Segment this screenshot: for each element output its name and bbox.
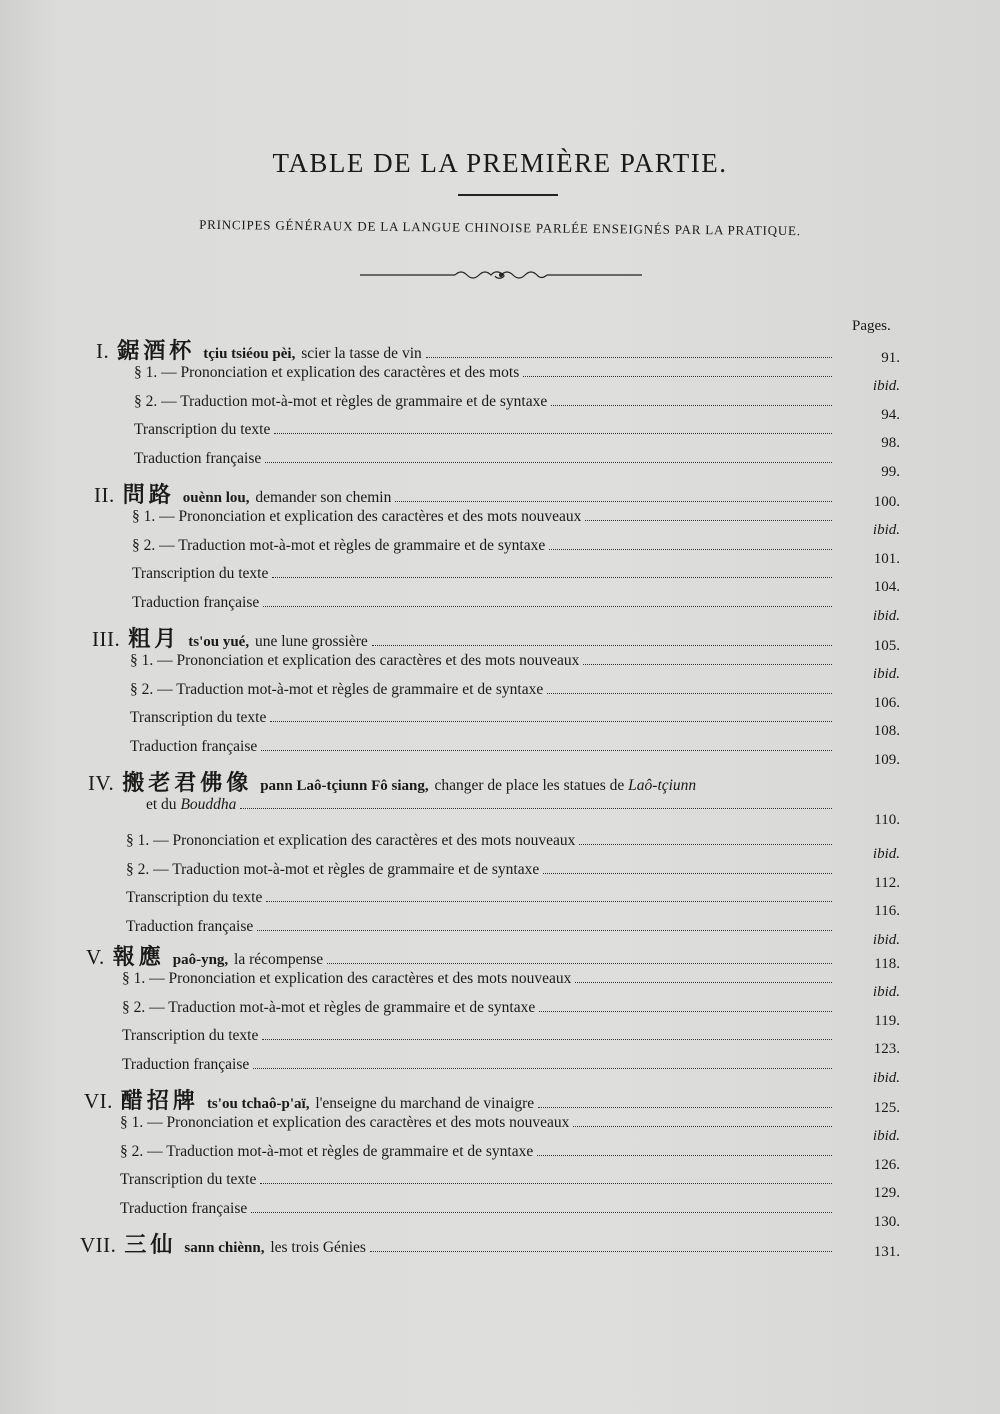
chapter-number: II. xyxy=(94,483,115,507)
toc-entry-label: Transcription du texte xyxy=(132,565,269,582)
chapter-title xyxy=(230,951,323,969)
dot-leader xyxy=(263,606,832,607)
toc-entry xyxy=(132,565,838,583)
chapter-page-number: 100. xyxy=(873,494,900,510)
chapter-title xyxy=(251,489,391,507)
dot-leader xyxy=(538,1107,832,1108)
chapter-page-number: 110. xyxy=(874,812,900,828)
chapter-page-number: 131. xyxy=(873,1244,900,1260)
toc-entry xyxy=(132,594,838,612)
toc-entry xyxy=(126,918,838,936)
chapter-title xyxy=(431,777,697,795)
toc-entry-page-number: ibid. xyxy=(872,378,900,394)
pages-column-label: Pages. xyxy=(852,318,891,334)
toc-entry-page-number: ibid. xyxy=(872,846,900,862)
chapter-heading xyxy=(84,1084,838,1115)
toc-entry xyxy=(122,1056,838,1074)
toc-entry-label: Traduction française xyxy=(120,1199,248,1217)
toc-entry xyxy=(132,537,838,555)
chapter-chinese-title: 粗月 xyxy=(128,627,181,652)
chapter-page-number: 91. xyxy=(881,350,900,366)
toc-entry-page-number: 109. xyxy=(873,751,900,768)
toc-entry-page-number: 98. xyxy=(881,435,900,451)
dot-leader xyxy=(370,1251,832,1252)
toc-entry-page-number: ibid. xyxy=(872,1128,900,1144)
chapter-title-text: scier la tasse de vin xyxy=(297,345,422,362)
page-subtitle: PRINCIPES GÉNÉRAUX DE LA LANGUE CHINOISE PARLÉE ENSEIGNÉS PAR LA PRATIQUE. xyxy=(199,216,801,239)
dot-leader xyxy=(549,549,832,550)
chapter-chinese-title: 報應 xyxy=(112,945,165,970)
chapter-title-line2-italic: Bouddha xyxy=(176,796,237,813)
chapter-romanization: tçiu tsiéou pèi, xyxy=(203,346,296,362)
toc-entry xyxy=(126,861,838,879)
chapter-title-text: changer de place les statues de xyxy=(430,777,625,794)
toc-entry xyxy=(122,999,838,1017)
toc-entry-page-number: 123. xyxy=(873,1041,900,1057)
toc-entry-label: Traduction française xyxy=(126,917,254,935)
chapter-chinese-title: 搬老君佛像 xyxy=(122,771,253,796)
toc-entry-label: § 2. — Traduction mot-à-mot et règles de grammaire et de syntaxe xyxy=(130,680,544,698)
toc-entry-page-number: ibid. xyxy=(872,1069,900,1086)
dot-leader xyxy=(327,963,832,964)
dot-leader xyxy=(257,930,832,931)
dot-leader xyxy=(426,357,832,358)
chapter-title xyxy=(297,345,421,363)
toc-entry xyxy=(122,970,838,988)
toc-entry-label: § 1. — Prononciation et explication des caractères et des mots nouveaux xyxy=(126,832,576,849)
toc-entry-label: § 2. — Traduction mot-à-mot et règles de grammaire et de syntaxe xyxy=(132,536,546,554)
dot-leader xyxy=(240,808,832,809)
dot-leader xyxy=(270,721,832,722)
toc-entry-label: Transcription du texte xyxy=(120,1171,257,1188)
toc-entry-label: § 1. — Prononciation et explication des caractères et des mots xyxy=(134,364,520,381)
dot-leader xyxy=(539,1011,832,1012)
chapter-number: IV. xyxy=(88,771,115,795)
dot-leader xyxy=(251,1212,832,1213)
dot-leader xyxy=(262,1039,832,1040)
toc-entry-page-number: 104. xyxy=(873,579,900,595)
dot-leader xyxy=(265,462,832,463)
chapter-title-line2: et du xyxy=(146,796,177,813)
chapter-heading xyxy=(88,766,838,797)
toc-entry-page-number: 116. xyxy=(874,903,900,919)
chapter-romanization: ts'ou yué, xyxy=(188,634,250,650)
chapter-romanization: pann Laô-tçiunn Fô siang, xyxy=(260,778,429,794)
chapter-page-number: 125. xyxy=(873,1100,900,1116)
chapter-number: V. xyxy=(86,945,105,969)
dot-leader xyxy=(583,664,832,665)
dot-leader xyxy=(274,433,832,434)
toc-entry xyxy=(120,1114,838,1132)
toc-entry-page-number: ibid. xyxy=(872,666,900,682)
toc-entry xyxy=(130,709,838,727)
toc-entry xyxy=(132,508,838,526)
toc-entry-page-number: ibid. xyxy=(872,984,900,1000)
chapter-heading-continued xyxy=(146,796,838,814)
toc-entry xyxy=(134,393,838,411)
chapter-title xyxy=(266,1239,365,1257)
toc-entry-label: § 1. — Prononciation et explication des caractères et des mots nouveaux xyxy=(130,652,580,669)
chapter-chinese-title: 鋸酒杯 xyxy=(117,339,196,364)
dot-leader xyxy=(523,376,832,377)
toc-entry-page-number: ibid. xyxy=(872,607,900,624)
dot-leader xyxy=(266,901,832,902)
toc-entry xyxy=(126,889,838,907)
toc-entry-label: Transcription du texte xyxy=(122,1027,259,1044)
toc-entry-page-number: 130. xyxy=(873,1213,900,1230)
toc-entry-page-number: ibid. xyxy=(872,522,900,538)
chapter-page-number: 118. xyxy=(874,956,900,972)
dot-leader xyxy=(261,750,832,751)
chapter-title-text: la récompense xyxy=(230,951,324,968)
toc-entry-label: § 1. — Prononciation et explication des caractères et des mots nouveaux xyxy=(132,508,582,525)
chapter-romanization: ouènn lou, xyxy=(182,490,250,506)
dot-leader xyxy=(272,577,832,578)
chapter-title xyxy=(311,1095,534,1113)
toc-entry-page-number: 129. xyxy=(873,1185,900,1201)
toc-entry xyxy=(130,652,838,670)
toc-entry-label: Traduction française xyxy=(134,449,262,467)
toc-entry-label: Traduction française xyxy=(130,737,258,755)
toc-entry-label: Transcription du texte xyxy=(126,889,263,906)
toc-entry-page-number: 126. xyxy=(873,1156,900,1173)
chapter-title-italic: Laô-tçiunn xyxy=(628,777,697,794)
chapter-chinese-title: 三仙 xyxy=(124,1233,177,1258)
dot-leader xyxy=(372,645,832,646)
dot-leader xyxy=(575,982,832,983)
toc-entry-page-number: 106. xyxy=(873,694,900,711)
toc-entry-label: § 2. — Traduction mot-à-mot et règles de grammaire et de syntaxe xyxy=(120,1142,534,1160)
dot-leader xyxy=(395,501,832,502)
chapter-title-text: une lune grossière xyxy=(251,633,368,650)
toc-entry-page-number: 108. xyxy=(873,723,900,739)
toc-entry-page-number: 99. xyxy=(881,463,900,480)
toc-entry-page-number: ibid. xyxy=(872,931,900,948)
chapter-page-number: 105. xyxy=(873,638,900,654)
chapter-romanization: paô-yng, xyxy=(172,952,229,968)
chapter-number: III. xyxy=(92,627,121,651)
chapter-number: I. xyxy=(96,339,110,363)
toc-entry xyxy=(130,681,838,699)
chapter-title-text: les trois Génies xyxy=(266,1239,366,1256)
toc-entry xyxy=(134,450,838,468)
page-title: TABLE DE LA PREMIÈRE PARTIE. xyxy=(272,148,728,178)
toc-entry-label: Transcription du texte xyxy=(134,421,271,438)
chapter-heading xyxy=(86,940,838,971)
dot-leader xyxy=(253,1068,832,1069)
toc-entry-label: § 2. — Traduction mot-à-mot et règles de grammaire et de syntaxe xyxy=(134,392,548,410)
toc-entry xyxy=(120,1171,838,1189)
toc-entry xyxy=(130,738,838,756)
chapter-romanization: ts'ou tchaô-p'aï, xyxy=(206,1096,310,1112)
toc-entry-page-number: 101. xyxy=(873,550,900,567)
toc-entry-label: Traduction française xyxy=(122,1055,250,1073)
dot-leader xyxy=(585,520,832,521)
dot-leader xyxy=(547,693,832,694)
toc-entry-label: Traduction française xyxy=(132,593,260,611)
toc-entry-label: § 1. — Prononciation et explication des caractères et des mots nouveaux xyxy=(120,1114,570,1131)
chapter-title-text: l'enseigne du marchand de vinaigre xyxy=(311,1095,535,1112)
chapter-romanization: sann chiènn, xyxy=(184,1240,265,1256)
chapter-chinese-title: 醋招牌 xyxy=(120,1089,199,1114)
toc-entry-label: § 1. — Prononciation et explication des caractères et des mots nouveaux xyxy=(122,970,572,987)
chapter-number: VII. xyxy=(80,1233,117,1257)
dot-leader xyxy=(537,1155,832,1156)
dot-leader xyxy=(260,1183,832,1184)
chapter-title-text: demander son chemin xyxy=(251,489,392,506)
toc-entry xyxy=(126,832,838,850)
toc-entry-label: § 2. — Traduction mot-à-mot et règles de grammaire et de syntaxe xyxy=(126,860,540,878)
toc-entry-page-number: 119. xyxy=(874,1012,900,1029)
dot-leader xyxy=(551,405,832,406)
toc-entry xyxy=(120,1200,838,1218)
chapter-title xyxy=(251,633,368,651)
chapter-heading xyxy=(80,1228,838,1259)
toc-entry xyxy=(134,364,838,382)
toc-entry-label: Transcription du texte xyxy=(130,709,267,726)
chapter-chinese-title: 問路 xyxy=(122,483,175,508)
toc-entry xyxy=(134,421,838,439)
dot-leader xyxy=(543,873,832,874)
toc-entry-page-number: 94. xyxy=(881,406,900,423)
toc-entry xyxy=(120,1143,838,1161)
chapter-heading xyxy=(92,622,838,653)
chapter-number: VI. xyxy=(84,1089,113,1113)
chapter-heading xyxy=(94,478,838,509)
toc-entry-page-number: 112. xyxy=(874,874,900,891)
dot-leader xyxy=(573,1126,832,1127)
dot-leader xyxy=(579,844,832,845)
toc-entry-label: § 2. — Traduction mot-à-mot et règles de grammaire et de syntaxe xyxy=(122,998,536,1016)
chapter-heading xyxy=(96,334,838,365)
toc-entry xyxy=(122,1027,838,1045)
